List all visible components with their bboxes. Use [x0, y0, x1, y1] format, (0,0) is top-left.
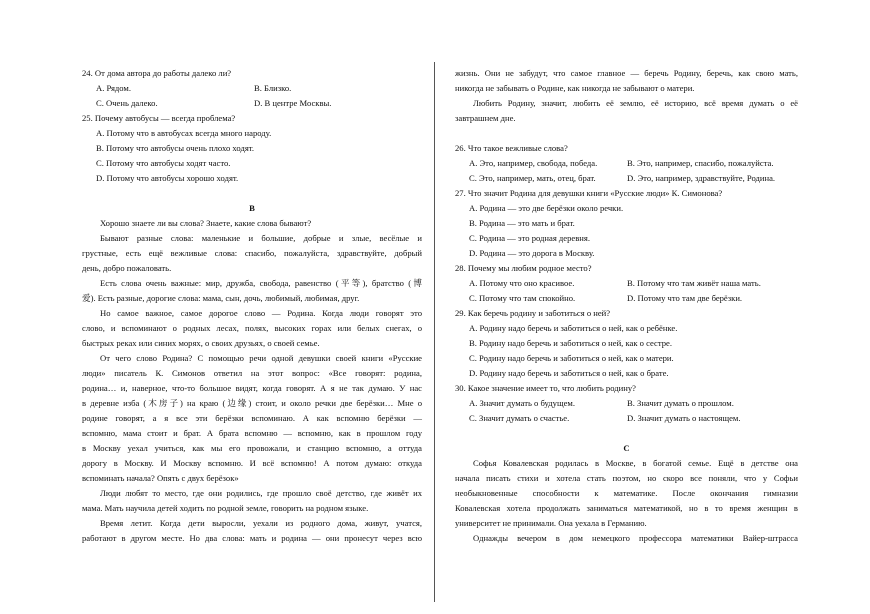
- q26-question: 26. Что такое вежливые слова?: [455, 143, 568, 153]
- section-b-line: дорогу в Москву. И Москву вспомню. И всё вспомню! А потом думаю: откуда: [82, 458, 422, 468]
- q27-option-b: B. Родина — это мать и брат.: [469, 218, 575, 228]
- q27-question: 27. Что значит Родина для девушки книги «Русские люди» К. Симонова?: [455, 188, 723, 198]
- section-b-line: Есть слова очень важные: мир, дружба, свобода, равенство (平等), братство (博: [100, 278, 422, 288]
- q24-option-d: D. В центре Москвы.: [254, 98, 332, 108]
- q28-question: 28. Почему мы любим родное место?: [455, 263, 592, 273]
- q24-option-b: B. Близко.: [254, 83, 292, 93]
- continuation-line: жизнь. Они не забудут, что самое главное — беречь Родину, беречь, как свою мать,: [455, 68, 798, 78]
- section-b-line: слово, и вспоминают о родных лесах, полях, высоких горах или белых снегах, о: [82, 323, 422, 333]
- section-b-line: быстрых реках или синих морях, о своих друзьях, о своей семье.: [82, 338, 320, 348]
- q24-question: 24. От дома автора до работы далеко ли?: [82, 68, 232, 78]
- q26-option-d: D. Это, например, здравствуйте, Родина.: [627, 173, 776, 183]
- q30-option-c: C. Значит думать о счастье.: [469, 413, 570, 423]
- q27-option-a: A. Родина — это две берёзки около речки.: [469, 203, 624, 213]
- q27-option-d: D. Родина — это дорога в Москву.: [469, 248, 595, 258]
- q30-option-b: B. Значит думать о прошлом.: [627, 398, 734, 408]
- q25-option-d: D. Потому что автобусы хорошо ходят.: [96, 173, 239, 183]
- continuation-line: завтрашнем дне.: [455, 113, 516, 123]
- q26-option-c: C. Это, например, мать, отец, брат.: [469, 173, 596, 183]
- section-b-line: Люди любят то место, где они родились, где прошло своё детство, где живёт их: [100, 488, 422, 498]
- section-c-line: Софья Ковалевская родилась в Москве, в богатой семье. Ещё в детстве она: [473, 458, 798, 468]
- section-c-line: Ковалевская хотела продолжать заниматься математикой, но в то время женщин в: [455, 503, 798, 513]
- section-c-line: необыкновенные способности к математике. После окончания гимназии: [455, 488, 798, 498]
- q24-option-c: C. Очень далеко.: [96, 98, 158, 108]
- section-b-line: люди» писатель К. Симонов ответил на этот вопрос: «Все говорят: родина,: [82, 368, 422, 378]
- section-b-line: Но самое важное, самое дорогое слово — Родина. Когда люди говорят это: [100, 308, 422, 318]
- section-b-line: в деревне изба (木房子) на краю (边缘) стоит, и около речки две берёзки… Мне о: [82, 398, 422, 408]
- continuation-line: Любить Родину, значит, любить её землю, её историю, всё время думать о её: [473, 98, 798, 108]
- column-divider: [434, 62, 435, 602]
- q26-option-b: B. Это, например, спасибо, пожалуйста.: [627, 158, 774, 168]
- q29-option-a: A. Родину надо беречь и заботиться о ней, как о ребёнке.: [469, 323, 678, 333]
- q30-question: 30. Какое значение имеет то, что любить родину?: [455, 383, 636, 393]
- q24-option-a: A. Рядом.: [96, 83, 131, 93]
- section-b-line: родине говорят, а я все эти берёзки вспоминаю. А как вспомню берёзки —: [82, 413, 422, 423]
- section-b-line: родина… и, наверное, что-то большое видят, когда говорят. А я не так думаю. У нас: [82, 383, 422, 393]
- q25-option-c: C. Потому что автобусы ходят часто.: [96, 158, 231, 168]
- q27-option-c: C. Родина — это родная деревня.: [469, 233, 590, 243]
- q26-option-a: A. Это, например, свобода, победа.: [469, 158, 598, 168]
- section-c-line: Однажды вечером в дом немецкого профессора математики Вайер-штрасса: [473, 533, 798, 543]
- section-c-line: начала писать стихи и хотела стать поэтом, но скоро все поняли, что у Софьи: [455, 473, 798, 483]
- q29-option-d: D. Родину надо беречь и заботиться о ней, как о брате.: [469, 368, 669, 378]
- q28-option-d: D. Потому что там две берёзки.: [627, 293, 743, 303]
- section-b-line: 爱). Есть разные, дорогие слова: мама, сын, дочь, любимый, любимая, друг.: [82, 293, 360, 303]
- section-b-line: грустные, есть ещё вежливые слова: спасибо, пожалуйста, здравствуйте, добрый: [82, 248, 422, 258]
- q28-option-b: B. Потому что там живёт наша мать.: [627, 278, 761, 288]
- q29-option-c: C. Родину надо беречь и заботиться о ней, как о матери.: [469, 353, 674, 363]
- section-b-line: От чего слово Родина? С помощью речи одной девушки своей книги «Русские: [100, 353, 422, 363]
- section-b-line: день, добро пожаловать.: [82, 263, 172, 273]
- section-b-line: мама. Мать научила детей ходить по родной земле, говорить на родном языке.: [82, 503, 369, 513]
- section-c-line: университет не принимали. Она уехала в Германию.: [455, 518, 647, 528]
- section-b-line: работают в другом месте. Но два слова: мать и родина — они пронесут через всю: [82, 533, 422, 543]
- q29-option-b: B. Родину надо беречь и заботиться о ней, как о сестре.: [469, 338, 672, 348]
- q29-question: 29. Как беречь родину и заботиться о ней?: [455, 308, 611, 318]
- section-b-line: вспоминать начала? Опять с двух берёзок»: [82, 473, 239, 483]
- section-b-line: Хорошо знаете ли вы слова? Знаете, какие слова бывают?: [100, 218, 312, 228]
- section-b-heading: B: [249, 203, 255, 213]
- q30-option-d: D. Значит думать о настоящем.: [627, 413, 741, 423]
- q28-option-c: C. Потому что там спокойно.: [469, 293, 576, 303]
- q25-option-b: B. Потому что автобусы очень плохо ходят.: [96, 143, 255, 153]
- q25-question: 25. Почему автобусы — всегда проблема?: [82, 113, 236, 123]
- section-b-line: в Москву уехал учиться, как мы его провожали, и станцию вспомню, а оттуда: [82, 443, 422, 453]
- section-b-line: вспомню, мама стоит и брат. А брата вспомню — вспомню, как в прошлом году: [82, 428, 422, 438]
- section-c-heading: C: [623, 443, 630, 453]
- q30-option-a: A. Значит думать о будущем.: [469, 398, 575, 408]
- section-b-line: Время летит. Когда дети выросли, уехали из родного дома, живут, учатся,: [100, 518, 422, 528]
- section-b-line: Бывают разные слова: маленькие и большие, добрые и злые, весёлые и: [100, 233, 422, 243]
- q28-option-a: A. Потому что оно красивое.: [469, 278, 575, 288]
- continuation-line: никогда не забывать о Родине, как никогда не забывают о матери.: [455, 83, 695, 93]
- q25-option-a: A. Потому что в автобусах всегда много народу.: [96, 128, 272, 138]
